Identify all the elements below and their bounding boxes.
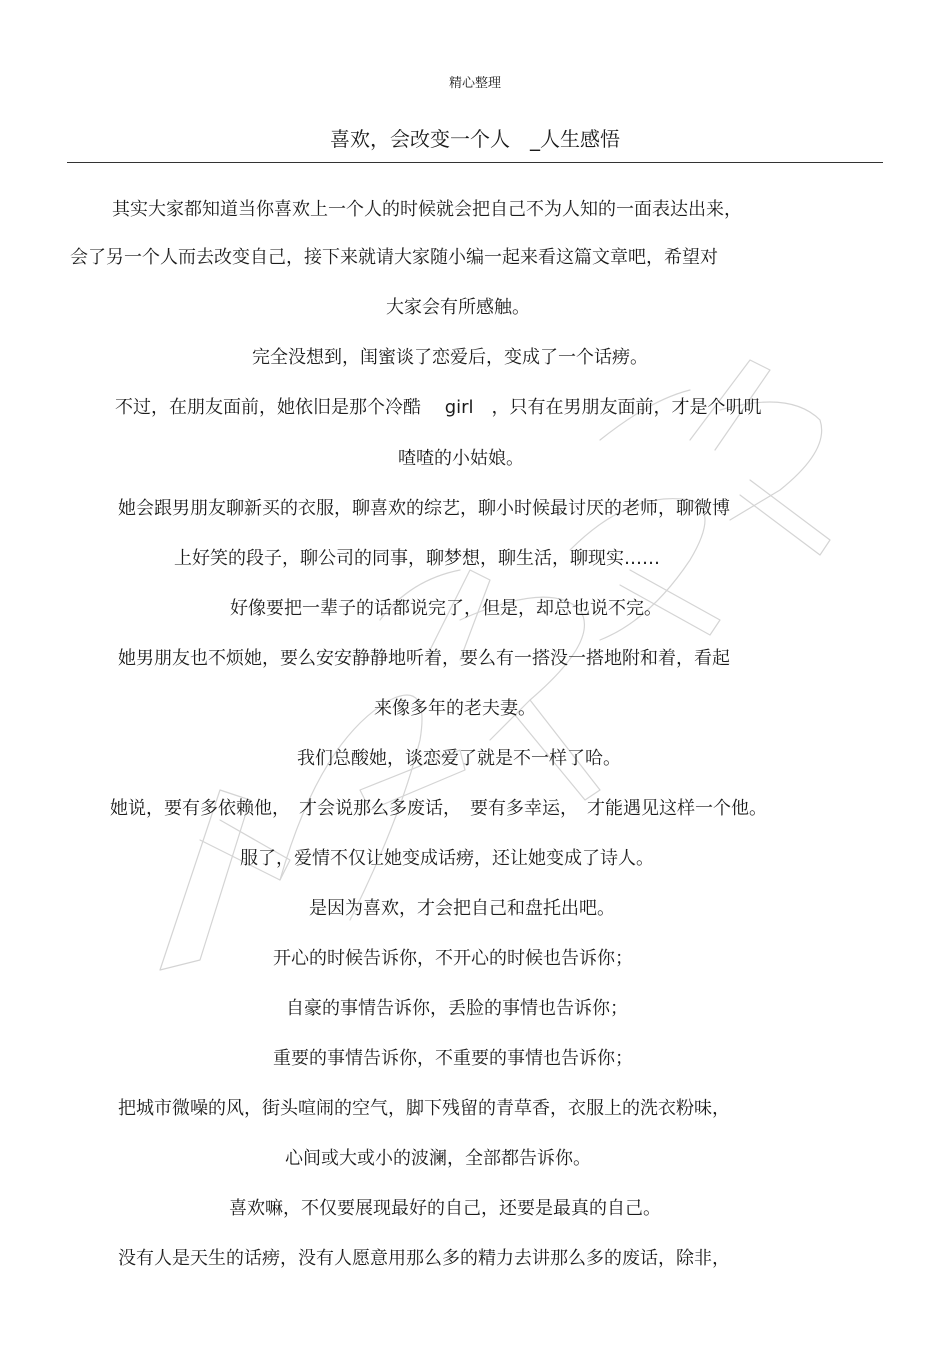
paragraph-line: 其实大家都知道当你喜欢上一个人的时候就会把自己不为人知的一面表达出来，: [112, 199, 742, 220]
paragraph-line: 上好笑的段子，聊公司的同事，聊梦想，聊生活，聊现实……: [174, 548, 660, 569]
document-title: 喜欢，会改变一个人 _人生感悟: [330, 127, 620, 151]
paragraph-line: 是因为喜欢，才会把自己和盘托出吧。: [309, 898, 615, 919]
paragraph-line: 重要的事情告诉你，不重要的事情也告诉你；: [273, 1048, 633, 1069]
paragraph-line: 心间或大或小的波澜，全部都告诉你。: [285, 1148, 591, 1169]
paragraph-line: 来像多年的老夫妻。: [374, 698, 536, 719]
paragraph-line: 自豪的事情告诉你，丢脸的事情也告诉你；: [286, 998, 628, 1019]
paragraph-line: 服了，爱情不仅让她变成话痨，还让她变成了诗人。: [240, 848, 654, 869]
paragraph-line: 她男朋友也不烦她，要么安安静静地听着，要么有一搭没一搭地附和着，看起: [118, 648, 730, 669]
paragraph-line: 完全没想到，闺蜜谈了恋爱后，变成了一个话痨。: [252, 347, 648, 368]
paragraph-line: 喜欢嘛，不仅要展现最好的自己，还要是最真的自己。: [229, 1198, 661, 1219]
paragraph-line: 没有人是天生的话痨，没有人愿意用那么多的精力去讲那么多的废话，除非，: [118, 1248, 730, 1269]
paragraph-line: 大家会有所感触。: [386, 297, 530, 318]
paragraph-line: 喳喳的小姑娘。: [398, 448, 524, 469]
paragraph-line: 好像要把一辈子的话都说完了，但是，却总也说不完。: [230, 598, 662, 619]
header-note: 精心整理: [448, 76, 501, 91]
paragraph-line: 她说，要有多依赖他， 才会说那么多废话， 要有多幸运， 才能遇见这样一个他。: [110, 798, 767, 819]
paragraph-line: 把城市微噪的风，街头喧闹的空气，脚下残留的青草香，衣服上的洗衣粉味，: [118, 1098, 730, 1119]
paragraph-line: 开心的时候告诉你，不开心的时候也告诉你；: [273, 948, 633, 969]
paragraph-line: 我们总酸她，谈恋爱了就是不一样了哈。: [297, 748, 621, 769]
paragraph-line: 会了另一个人而去改变自己，接下来就请大家随小编一起来看这篇文章吧，希望对: [70, 247, 718, 268]
paragraph-line: 她会跟男朋友聊新买的衣服，聊喜欢的综艺，聊小时候最讨厌的老师，聊微博: [118, 498, 730, 519]
title-divider: [67, 162, 883, 163]
paragraph-line: 不过，在朋友面前，她依旧是那个冷酷 girl ，只有在男朋友面前，才是个叽叽: [115, 397, 762, 418]
